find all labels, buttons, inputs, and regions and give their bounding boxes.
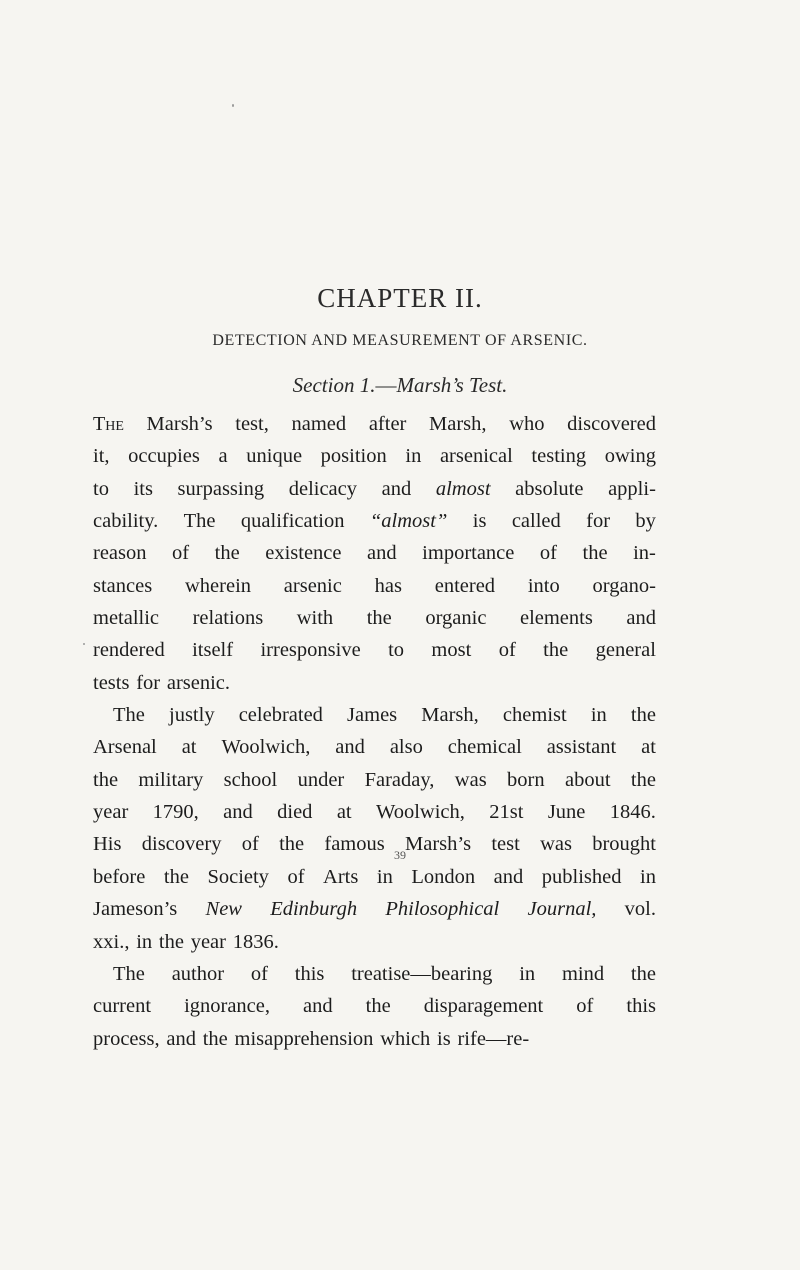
word: at bbox=[181, 736, 197, 759]
paragraph bbox=[93, 408, 656, 699]
word: metallic bbox=[93, 607, 160, 630]
section-title: Marsh’s Test. bbox=[396, 373, 508, 397]
word: of bbox=[250, 962, 268, 985]
word: of bbox=[498, 639, 516, 662]
word: arsenic bbox=[283, 574, 342, 597]
body-text bbox=[93, 408, 656, 1055]
text-line bbox=[93, 861, 656, 893]
text-line bbox=[93, 473, 656, 505]
word: the bbox=[630, 962, 656, 985]
word: and bbox=[381, 477, 412, 500]
word: the bbox=[279, 833, 305, 856]
text-line bbox=[93, 667, 656, 699]
word: of bbox=[539, 542, 557, 565]
word: xxi., bbox=[93, 930, 130, 953]
paper-speck bbox=[232, 104, 234, 107]
word: absolute bbox=[515, 477, 584, 500]
word: Woolwich, bbox=[375, 801, 465, 824]
word: Marsh’s bbox=[405, 833, 472, 856]
word: the bbox=[214, 542, 240, 565]
word: New bbox=[205, 898, 242, 921]
word: tests bbox=[93, 671, 130, 694]
word: most bbox=[431, 639, 472, 662]
word: the bbox=[202, 1027, 228, 1050]
word: Edinburgh bbox=[270, 898, 358, 921]
word: His bbox=[93, 833, 122, 856]
word: has bbox=[374, 574, 402, 597]
word: organo- bbox=[592, 574, 656, 597]
word: The bbox=[113, 962, 145, 985]
word: entered bbox=[434, 574, 496, 597]
word: and bbox=[223, 801, 253, 824]
word: Jameson’s bbox=[93, 898, 178, 921]
word: year bbox=[190, 930, 226, 953]
word: test bbox=[491, 833, 520, 856]
word: importance bbox=[422, 542, 515, 565]
word: vol. bbox=[624, 898, 656, 921]
word: named bbox=[291, 413, 347, 435]
text-line bbox=[93, 893, 656, 925]
word: was bbox=[540, 833, 572, 856]
word: and bbox=[493, 865, 524, 888]
text-line bbox=[93, 537, 656, 569]
word: test, bbox=[235, 413, 269, 435]
text-line bbox=[93, 408, 656, 440]
word: died bbox=[277, 801, 313, 824]
word: occupies bbox=[128, 445, 200, 468]
word: delicacy bbox=[288, 477, 358, 500]
word: military bbox=[138, 768, 204, 791]
word: called bbox=[511, 510, 561, 533]
word: year bbox=[93, 801, 129, 824]
word: appli- bbox=[608, 477, 656, 500]
word: famous bbox=[324, 833, 385, 856]
word: author bbox=[171, 962, 225, 985]
word: in bbox=[519, 962, 536, 985]
word: unique bbox=[246, 445, 303, 468]
word: arsenical bbox=[439, 445, 513, 468]
text-line bbox=[93, 764, 656, 796]
word: in bbox=[590, 704, 607, 727]
paper-speck bbox=[83, 643, 85, 645]
word: arsenic. bbox=[166, 671, 231, 694]
word: to bbox=[388, 639, 405, 662]
text-line bbox=[93, 570, 656, 602]
word: rendered bbox=[93, 639, 165, 662]
word: this bbox=[626, 995, 656, 1018]
word: the bbox=[630, 768, 656, 791]
text-line bbox=[93, 731, 656, 763]
word: June bbox=[547, 801, 586, 824]
word: of bbox=[241, 833, 259, 856]
word: existence bbox=[265, 542, 342, 565]
word: organic bbox=[425, 607, 487, 630]
word: Faraday, bbox=[364, 768, 435, 791]
word: Philosophical bbox=[385, 898, 500, 921]
word: the bbox=[365, 995, 391, 1018]
word: misapprehension bbox=[234, 1027, 374, 1050]
word: ignorance, bbox=[184, 995, 271, 1018]
word: discovered bbox=[567, 413, 656, 435]
word: in bbox=[376, 865, 393, 888]
word: born bbox=[507, 768, 545, 791]
word: of bbox=[172, 542, 190, 565]
word: disparagement bbox=[423, 995, 544, 1018]
word: at bbox=[641, 736, 656, 759]
word: the bbox=[630, 704, 656, 727]
word: qualification bbox=[240, 510, 345, 533]
word: Arts bbox=[323, 865, 359, 888]
page-number: 39 bbox=[394, 848, 406, 862]
word: London bbox=[411, 865, 476, 888]
word: The bbox=[113, 704, 145, 727]
word: with bbox=[296, 607, 334, 630]
word: testing bbox=[531, 445, 587, 468]
word: owing bbox=[604, 445, 656, 468]
word: the bbox=[93, 768, 119, 791]
word: and bbox=[303, 995, 333, 1018]
word: it, bbox=[93, 445, 110, 468]
word: 1790, bbox=[152, 801, 199, 824]
word: 1836. bbox=[232, 930, 279, 953]
word: the bbox=[158, 930, 184, 953]
word: James bbox=[347, 704, 398, 727]
text-line bbox=[93, 440, 656, 472]
word: brought bbox=[592, 833, 656, 856]
word: in bbox=[640, 865, 656, 888]
word: reason bbox=[93, 542, 147, 565]
word: stances bbox=[93, 574, 153, 597]
chapter-subtitle: DETECTION AND MEASUREMENT OF ARSENIC. bbox=[212, 332, 588, 349]
word: cability. bbox=[93, 510, 159, 533]
word: in- bbox=[633, 542, 656, 565]
word: assistant bbox=[546, 736, 617, 759]
word: Journal, bbox=[527, 898, 597, 921]
word: process, bbox=[93, 1027, 160, 1050]
word: the bbox=[163, 865, 189, 888]
word: the bbox=[366, 607, 392, 630]
word: The bbox=[183, 510, 216, 533]
text-line bbox=[93, 1023, 656, 1055]
word: school bbox=[223, 768, 278, 791]
word: irresponsive bbox=[260, 639, 361, 662]
word: and bbox=[166, 1027, 196, 1050]
word: 1846. bbox=[609, 801, 656, 824]
word: Marsh’s bbox=[146, 413, 213, 435]
word: published bbox=[541, 865, 622, 888]
word: justly bbox=[169, 704, 215, 727]
word: this bbox=[294, 962, 325, 985]
word: mind bbox=[561, 962, 605, 985]
text-line bbox=[93, 634, 656, 666]
word: and bbox=[367, 542, 397, 565]
word: at bbox=[336, 801, 352, 824]
text-line bbox=[93, 990, 656, 1022]
word: for bbox=[586, 510, 611, 533]
text-line bbox=[93, 699, 656, 731]
word: in bbox=[405, 445, 422, 468]
word: of bbox=[287, 865, 305, 888]
word: into bbox=[527, 574, 560, 597]
word: who bbox=[509, 413, 545, 435]
word: under bbox=[297, 768, 345, 791]
text-line bbox=[93, 926, 656, 958]
word: elements bbox=[519, 607, 593, 630]
section-dash: — bbox=[375, 373, 397, 397]
text-line bbox=[93, 796, 656, 828]
word: The bbox=[93, 413, 124, 435]
word: its bbox=[133, 477, 153, 500]
word: 21st bbox=[489, 801, 524, 824]
word: is bbox=[437, 1027, 451, 1050]
word: to bbox=[93, 477, 109, 500]
word: chemist bbox=[502, 704, 567, 727]
word: also bbox=[389, 736, 423, 759]
word: which bbox=[380, 1027, 431, 1050]
word: of bbox=[576, 995, 594, 1018]
word: a bbox=[218, 445, 228, 468]
text-line bbox=[93, 958, 656, 990]
word: the bbox=[543, 639, 569, 662]
word: wherein bbox=[184, 574, 252, 597]
word: “almost” bbox=[369, 510, 448, 533]
word: surpassing bbox=[177, 477, 265, 500]
word: by bbox=[635, 510, 656, 533]
text-line bbox=[93, 505, 656, 537]
section-label: Section 1. bbox=[292, 373, 376, 397]
word: Marsh, bbox=[421, 704, 479, 727]
word: for bbox=[136, 671, 161, 694]
word: about bbox=[564, 768, 611, 791]
word: treatise—bearing bbox=[351, 962, 493, 985]
word: Woolwich, bbox=[221, 736, 311, 759]
word: position bbox=[320, 445, 387, 468]
word: itself bbox=[192, 639, 234, 662]
word: relations bbox=[192, 607, 264, 630]
chapter-title: CHAPTER II. bbox=[317, 283, 483, 313]
paragraph bbox=[93, 699, 656, 958]
word: after bbox=[368, 413, 407, 435]
word: almost bbox=[435, 477, 491, 500]
section-heading bbox=[0, 373, 800, 398]
word: Arsenal bbox=[93, 736, 157, 759]
word: and bbox=[335, 736, 365, 759]
word: and bbox=[626, 607, 656, 630]
word: was bbox=[454, 768, 487, 791]
word: Marsh, bbox=[429, 413, 487, 435]
paragraph bbox=[93, 958, 656, 1055]
word: discovery bbox=[141, 833, 222, 856]
word: in bbox=[136, 930, 153, 953]
word: the bbox=[582, 542, 608, 565]
word: current bbox=[93, 995, 152, 1018]
word: general bbox=[595, 639, 656, 662]
word: rife—re- bbox=[457, 1027, 530, 1050]
word: celebrated bbox=[238, 704, 323, 727]
text-line bbox=[93, 602, 656, 634]
word: is bbox=[472, 510, 487, 533]
word: before bbox=[93, 865, 146, 888]
word: Society bbox=[207, 865, 269, 888]
word: chemical bbox=[447, 736, 522, 759]
